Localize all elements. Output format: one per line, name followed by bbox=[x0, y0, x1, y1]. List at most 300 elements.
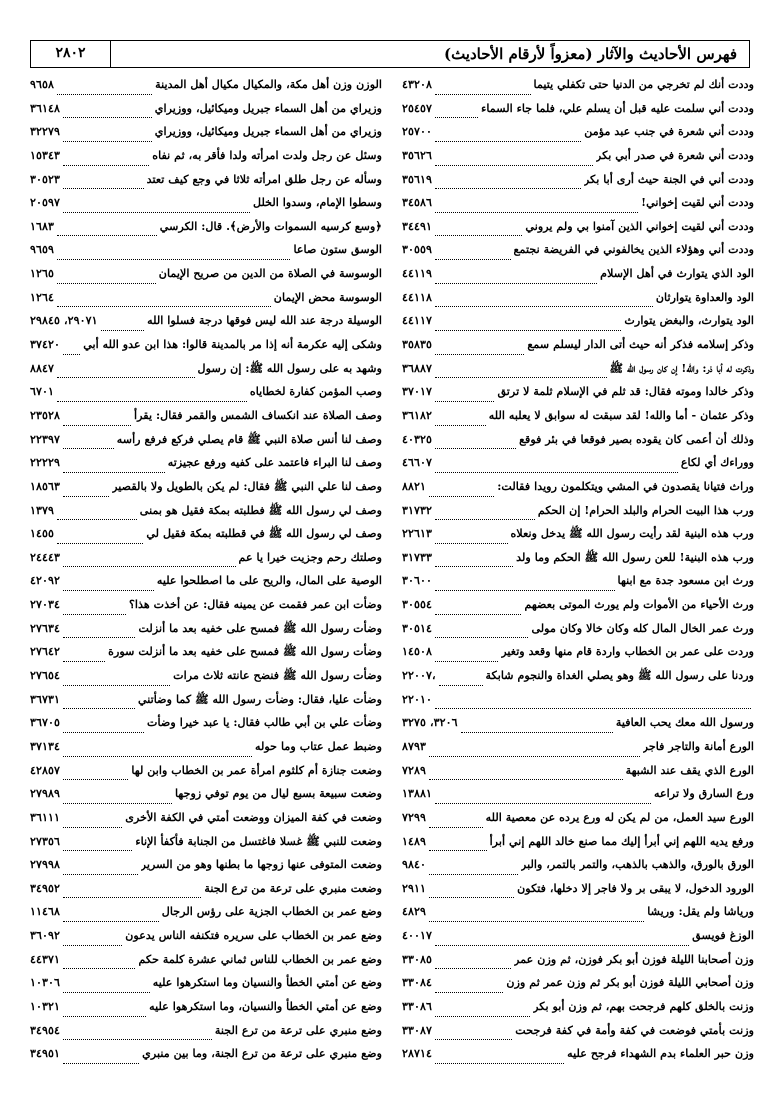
index-column-right bbox=[402, 76, 754, 1069]
dot-leader bbox=[435, 93, 531, 95]
index-entry bbox=[402, 903, 754, 927]
dot-leader bbox=[63, 116, 152, 118]
entry-text: وددت أنك لم تخرجي من الدنيا حتى تكفلي يتيما bbox=[533, 77, 754, 91]
dot-leader bbox=[63, 424, 131, 426]
dot-leader bbox=[63, 1038, 212, 1040]
entry-text: وذكر عثمان - أما والله! لقد سبقت له سوابق لا يعلبه الله bbox=[488, 407, 754, 422]
dot-leader bbox=[63, 495, 109, 497]
index-entry bbox=[402, 312, 754, 336]
entry-ref-number: ٣٦٧٠٥ bbox=[30, 715, 61, 730]
entry-text: ورب هذه البنية! للعن رسول الله ﷺ الحكم وما ولد bbox=[516, 549, 754, 564]
dot-leader bbox=[63, 164, 149, 166]
entry-text: وزنت بأمتي فوضعت في كفة وأمة في كفة فرجحت bbox=[515, 1022, 754, 1037]
dot-leader bbox=[435, 1062, 564, 1064]
dot-leader bbox=[57, 234, 157, 236]
entry-text: وصف لنا البراء فاعتمد على كفيه ورفع عجيزته bbox=[167, 455, 382, 470]
entry-text: وددت أني شعرة في صدر أبي بكر bbox=[595, 147, 754, 162]
dot-leader bbox=[57, 258, 290, 260]
index-entry bbox=[402, 525, 754, 549]
index-entry bbox=[402, 123, 754, 147]
entry-text: وضع عن أمتي الخطأ والنسيان وما استكرهوا عليه bbox=[152, 975, 382, 990]
dot-leader bbox=[63, 991, 150, 993]
entry-text: وردت على عمر بن الخطاب واردة قام منها وقعد وتغير bbox=[501, 644, 754, 659]
index-entry bbox=[30, 714, 382, 738]
page-header bbox=[30, 40, 750, 68]
entry-text: وضع عمر بن الخطاب للناس ثماني عشرة كلمة حكم bbox=[138, 951, 382, 966]
entry-ref-number: ٤٤١١٩ bbox=[402, 266, 433, 281]
index-entry bbox=[30, 856, 382, 880]
index-entry bbox=[402, 927, 754, 951]
entry-text: وضأت علي بن أبي طالب فقال: يا عبد خيرا وضأت bbox=[146, 715, 382, 730]
entry-text: وضع منبري على ترعة من ترع الجنة، وما بين منبري bbox=[142, 1046, 382, 1061]
entry-text: ورع السارق ولا تراعه bbox=[653, 786, 754, 801]
entry-ref-number: ٣٥٨٣٥ bbox=[402, 337, 433, 352]
index-entry bbox=[402, 383, 754, 407]
entry-text: وددت أني شعرة في جنب عبد مؤمن bbox=[584, 124, 754, 139]
dot-leader bbox=[435, 187, 581, 189]
entry-ref-number: ٣٥٦٢٦ bbox=[402, 147, 433, 162]
entry-text: وضبط عمل عتاب وما حوله bbox=[255, 738, 382, 753]
entry-ref-number: ٣٣٠٨٥ bbox=[402, 951, 433, 966]
index-entry bbox=[30, 738, 382, 762]
dot-leader bbox=[63, 211, 250, 213]
dot-leader bbox=[429, 826, 483, 828]
entry-text: وضعت منبري على ترعة من ترع الجنة bbox=[204, 880, 382, 895]
dot-leader bbox=[57, 93, 152, 95]
entry-ref-number: ٢٣٥٢٨ bbox=[30, 407, 61, 422]
entry-text: الوسوسة محض الإيمان bbox=[273, 289, 382, 304]
entry-ref-number: ٢٢٠٠٧، bbox=[402, 668, 436, 683]
entry-ref-number: ١٨٥٦٣ bbox=[30, 478, 61, 493]
entry-ref-number: ١٢٦٤ bbox=[30, 289, 55, 304]
entry-ref-number: ٣٤٩٥١ bbox=[30, 1046, 61, 1061]
entry-ref-number: ٣٤٩٥٤ bbox=[30, 1022, 61, 1037]
entry-ref-number: ٣٠٥٥٩ bbox=[402, 242, 433, 257]
dot-leader bbox=[63, 140, 152, 142]
entry-ref-number: ١٢٦٥ bbox=[30, 266, 55, 281]
entry-text: الوزغ فويسق bbox=[692, 928, 754, 943]
entry-text: الوصية على المال، والريح على ما اصطلحوا عليه bbox=[156, 573, 382, 588]
entry-text: وراث فتيانا يقصدون في المشي ويتكلمون رويدا فقالت: bbox=[497, 478, 754, 493]
dot-leader bbox=[57, 542, 143, 544]
index-entry bbox=[30, 951, 382, 975]
entry-text: ورب هذا البيت الحرام والبلد الحرام! إن الحكم bbox=[537, 502, 754, 517]
entry-text: وددت أني سلمت عليه قبل أن يسلم علي، فلما جاء السماء bbox=[481, 100, 754, 115]
entry-ref-number: ٢٥٧٠٠ bbox=[402, 124, 433, 139]
entry-ref-number: ١٠٣٢١ bbox=[30, 998, 61, 1013]
entry-text: الود يتوارث، والبغض يتوارث bbox=[624, 313, 754, 328]
entry-text: الورع أمانة والتاجر فاجر bbox=[642, 738, 754, 753]
entry-text: وذلك أن أعمى كان يقوده بصير فوقعا في بئر فوقع bbox=[519, 431, 754, 446]
index-entry bbox=[30, 336, 382, 360]
entry-ref-number: ٤٠٠١٧ bbox=[402, 928, 433, 943]
index-entry bbox=[402, 856, 754, 880]
entry-ref-number: ٢٨٧١٤ bbox=[402, 1046, 433, 1061]
index-entry bbox=[30, 903, 382, 927]
entry-ref-number: ٢٧٠٣٤ bbox=[30, 597, 61, 612]
index-entry bbox=[30, 572, 382, 596]
dot-leader bbox=[435, 613, 521, 615]
entry-text: وصب المؤمن كفارة لخطاياه bbox=[249, 384, 382, 399]
dot-leader bbox=[63, 849, 132, 851]
dot-leader bbox=[63, 447, 114, 449]
index-entry bbox=[30, 809, 382, 833]
index-entry bbox=[402, 502, 754, 526]
dot-leader bbox=[57, 518, 137, 520]
index-entry bbox=[402, 549, 754, 573]
entry-ref-number: ٣١٧٣٣ bbox=[402, 549, 433, 564]
index-entry bbox=[402, 454, 754, 478]
entry-ref-number: ٣٦٠٩٢ bbox=[30, 928, 61, 943]
entry-text: وضع عن أمتي الخطأ والنسيان، وما استكرهوا عليه bbox=[149, 998, 382, 1013]
index-entry bbox=[402, 762, 754, 786]
index-entry bbox=[402, 596, 754, 620]
entry-ref-number: ٣٦٧٣١ bbox=[30, 691, 61, 706]
entry-ref-number: ٢٤٤٤٣ bbox=[30, 549, 61, 564]
entry-ref-number: ٧٢٩٩ bbox=[402, 809, 427, 824]
entry-ref-number: ٣٦١٤٨ bbox=[30, 100, 61, 115]
entry-ref-number: ٩٦٥٨ bbox=[30, 77, 55, 91]
index-entry bbox=[30, 1045, 382, 1069]
dot-leader bbox=[63, 471, 165, 473]
dot-leader bbox=[63, 920, 159, 922]
index-entry bbox=[402, 100, 754, 124]
entry-ref-number: ٨٨٢١ bbox=[402, 478, 427, 493]
entry-text: وردنا على رسول الله ﷺ وهو يصلي الغداة والنجوم شابكة bbox=[485, 668, 754, 683]
entry-ref-number: ٤٠٣٢٥ bbox=[402, 431, 433, 446]
entry-text: وشكى إليه عكرمة أنه إذا مر بالمدينة قالوا: هذا ابن عدو الله أبي bbox=[83, 337, 382, 352]
entry-text: وضأت عليا، فقال: وضأت رسول الله ﷺ كما وضأتني bbox=[137, 691, 382, 706]
entry-ref-number: ٢٧٩٨٩ bbox=[30, 786, 61, 801]
dot-leader bbox=[63, 187, 144, 189]
dot-leader bbox=[435, 944, 689, 946]
entry-text: الود والعداوة يتوارثان bbox=[655, 289, 754, 304]
entry-text: الورود الدخول، لا يبقى بر ولا فاجر إلا دخلها، فتكون bbox=[517, 880, 754, 895]
dot-leader bbox=[435, 518, 535, 520]
dot-leader bbox=[435, 802, 651, 804]
dot-leader bbox=[429, 755, 640, 757]
index-entry bbox=[30, 312, 382, 336]
index-entry bbox=[402, 667, 754, 691]
entry-ref-number: ٣١٧٣٢ bbox=[402, 502, 433, 517]
index-entry bbox=[402, 572, 754, 596]
entry-text: ورث ابن مسعود جدة مع ابنها bbox=[617, 573, 754, 588]
index-entry bbox=[402, 643, 754, 667]
index-entry bbox=[402, 218, 754, 242]
entry-ref-number: ٣٧٤٢٠ bbox=[30, 337, 61, 352]
entry-ref-number: ١٤٥٥ bbox=[30, 526, 55, 541]
dot-leader bbox=[435, 967, 511, 969]
index-entry bbox=[30, 171, 382, 195]
entry-ref-number: ٢٩٠٧١، ٢٩٨٤٥ bbox=[30, 313, 98, 328]
entry-text: وزن أصحابنا الليلة فوزن أبو بكر فوزن، ثم وزن عمر bbox=[514, 951, 754, 966]
index-entry bbox=[30, 549, 382, 573]
dot-leader bbox=[57, 282, 156, 284]
page-number: ٢٨٠٢ bbox=[31, 41, 111, 67]
dot-leader bbox=[63, 1015, 146, 1017]
index-entry bbox=[30, 1022, 382, 1046]
entry-ref-number: ١٠٣٠٦ bbox=[30, 975, 61, 990]
dot-leader bbox=[429, 920, 644, 922]
entry-text: وددت أني لقيت إخواني! bbox=[641, 195, 754, 210]
dot-leader bbox=[63, 802, 172, 804]
index-entry bbox=[30, 478, 382, 502]
entry-ref-number: ٢٧٦٣٤ bbox=[30, 620, 61, 635]
entry-text: وشهد به على رسول الله ﷺ: إن رسول bbox=[197, 360, 382, 375]
dot-leader bbox=[435, 447, 516, 449]
entry-ref-number: ٢٧٦٥٤ bbox=[30, 668, 61, 683]
entry-ref-number: ٣٠٥١٤ bbox=[402, 620, 433, 635]
dot-leader bbox=[435, 1015, 530, 1017]
index-entry bbox=[402, 714, 754, 738]
dot-leader bbox=[101, 329, 145, 331]
entry-text: وضع عمر بن الخطاب الجزية على رؤس الرجال bbox=[161, 904, 382, 919]
dot-leader bbox=[435, 565, 513, 567]
index-entry bbox=[30, 596, 382, 620]
entry-ref-number: ٨٨٤٧ bbox=[30, 360, 55, 375]
dot-leader bbox=[63, 1062, 139, 1064]
entry-ref-number: ٤٣٢٠٨ bbox=[402, 77, 433, 91]
entry-text: وددت أني لقيت إخواني الذين آمنوا بي ولم يروني bbox=[525, 218, 754, 233]
dot-leader bbox=[63, 731, 144, 733]
index-entry bbox=[30, 100, 382, 124]
index-entry bbox=[30, 265, 382, 289]
index-entry bbox=[402, 265, 754, 289]
dot-leader bbox=[63, 967, 135, 969]
dot-leader bbox=[435, 353, 524, 355]
entry-text: وصف لنا علي النبي ﷺ فقال: لم يكن بالطويل ولا بالقصير bbox=[112, 478, 382, 493]
dot-leader bbox=[63, 944, 122, 946]
index-entry bbox=[30, 880, 382, 904]
index-entry bbox=[30, 147, 382, 171]
entry-text: ورب هذه البنية لقد رأيت رسول الله ﷺ يدخل ونعلاه bbox=[510, 526, 754, 541]
index-entry bbox=[30, 76, 382, 100]
entry-text: الوسوسة في الصلاة من الدين من صريح الإيمان bbox=[158, 266, 382, 281]
entry-ref-number: ٣٠٦٠٠ bbox=[402, 573, 433, 588]
dot-leader bbox=[439, 684, 483, 686]
entry-ref-number: ٢٥٤٥٧ bbox=[402, 100, 433, 115]
entry-text: وذكر إسلامه فذكر أنه حيث أتى الدار ليسلم سمع bbox=[527, 337, 754, 352]
entry-text: الورع سيد العمل، من لم يكن له ورع يرده عن معصية الله bbox=[485, 809, 754, 824]
index-entry bbox=[30, 360, 382, 384]
entry-text: وضعت للنبي ﷺ غسلا فاغتسل من الجنابة فأكفأ الإناء bbox=[135, 833, 382, 848]
entry-ref-number: ٣٣٠٨٧ bbox=[402, 1022, 433, 1037]
index-entry bbox=[402, 785, 754, 809]
index-entry bbox=[30, 998, 382, 1022]
index-entry bbox=[402, 738, 754, 762]
index-entry bbox=[30, 833, 382, 857]
dot-leader bbox=[63, 896, 201, 898]
dot-leader bbox=[63, 873, 138, 875]
entry-ref-number: ٣٥٦١٩ bbox=[402, 171, 433, 186]
entry-text: الوزن وزن أهل مكة، والمكيال مكيال أهل المدينة bbox=[155, 77, 382, 91]
entry-ref-number: ٢٢٦١٣ bbox=[402, 526, 433, 541]
entry-ref-number: ٣٦٨٨٧ bbox=[402, 360, 433, 375]
index-entry bbox=[30, 927, 382, 951]
entry-ref-number: ٣٧٠١٧ bbox=[402, 384, 433, 399]
entry-ref-number: ٤٢٨٥٧ bbox=[30, 762, 61, 777]
index-entry bbox=[402, 407, 754, 431]
dot-leader bbox=[435, 424, 486, 426]
index-entry bbox=[402, 691, 754, 715]
entry-text: وزنت بالخلق كلهم فرجحت بهم، ثم وزن أبو بكر bbox=[533, 998, 754, 1013]
entry-text: ورث عمر الخال المال كله وكان خالا وكان مولى bbox=[531, 620, 754, 635]
entry-ref-number: ٣٠٥٥٤ bbox=[402, 597, 433, 612]
entry-ref-number: ٣٣٠٨٦ bbox=[402, 998, 433, 1013]
dot-leader bbox=[63, 778, 128, 780]
entry-text: وضأت رسول الله ﷺ فنضح عانته ثلاث مرات bbox=[173, 668, 382, 683]
entry-ref-number: ٧٢٨٩ bbox=[402, 762, 427, 777]
entry-text: الورق بالورق، والذهب بالذهب، والتمر بالتمر، والبر bbox=[520, 857, 754, 872]
dot-leader bbox=[435, 991, 503, 993]
entry-text: وزن أصحابي الليلة فوزن أبو بكر ثم وزن عمر ثم وزن bbox=[506, 975, 754, 990]
entry-text: وصف لنا أنس صلاة النبي ﷺ قام يصلي فركع فرفع رأسه bbox=[116, 431, 382, 446]
entry-text: وضأت ابن عمر فقمت عن يمينه فقال: عن أخذت هذا؟ bbox=[128, 597, 382, 612]
entry-ref-number: ١٥٣٤٣ bbox=[30, 147, 61, 162]
entry-text: وزيراي من أهل السماء جبريل وميكائيل، ووزيراي bbox=[154, 100, 382, 115]
entry-ref-number: ١٣٨٨١ bbox=[402, 786, 433, 801]
entry-ref-number: ٤٤١١٨ bbox=[402, 289, 433, 304]
entry-text: وضع عمر بن الخطاب على سريره فتكنفه الناس يدعون bbox=[125, 928, 382, 943]
dot-leader bbox=[435, 707, 751, 709]
entry-text: وضعت في كفة الميزان ووضعت أمتي في الكفة الأخرى bbox=[125, 809, 382, 824]
index-entry bbox=[30, 218, 382, 242]
entry-text: وضعت سبيعة بسبع ليال من يوم توفي زوجها bbox=[175, 786, 382, 801]
entry-text: ورياشا ولم يقل: وريشا bbox=[647, 904, 754, 919]
entry-ref-number: ١٦٨٣ bbox=[30, 218, 55, 233]
index-entry bbox=[402, 76, 754, 100]
entry-ref-number: ١١٤٦٨ bbox=[30, 904, 61, 919]
entry-text: وزن حبر العلماء بدم الشهداء فرجح عليه bbox=[567, 1046, 754, 1061]
dot-leader bbox=[461, 731, 613, 733]
index-entry bbox=[402, 171, 754, 195]
entry-ref-number: ٣٤٥٨٦ bbox=[402, 195, 433, 210]
entry-ref-number: ٩٦٥٩ bbox=[30, 242, 55, 257]
entry-text: وصف الصلاة عند انكساف الشمس والقمر فقال: يقرأ bbox=[134, 407, 382, 422]
entry-text: ووراءك أي لكاع bbox=[680, 455, 754, 470]
index-entry bbox=[402, 1045, 754, 1069]
entry-text: وضع منبري على ترعة من ترع الجنة bbox=[214, 1022, 382, 1037]
entry-text: الورع الذي يقف عند الشبهة bbox=[625, 762, 754, 777]
entry-ref-number: ٣٦١٨٢ bbox=[402, 407, 433, 422]
entry-ref-number: ٤٤١١٧ bbox=[402, 313, 433, 328]
entry-text: وضأت رسول الله ﷺ فمسح على خفيه بعد ما أنزلت سورة bbox=[108, 644, 382, 659]
index-entry bbox=[402, 998, 754, 1022]
entry-text: الود الذي يتوارث في أهل الإسلام bbox=[600, 266, 754, 281]
entry-text: ورسول الله معك يحب العافية bbox=[615, 715, 754, 730]
dot-leader bbox=[435, 542, 507, 544]
index-entry bbox=[402, 620, 754, 644]
index-entry bbox=[30, 785, 382, 809]
index-entry bbox=[402, 478, 754, 502]
dot-leader bbox=[63, 660, 105, 662]
index-entry bbox=[30, 762, 382, 786]
index-entry bbox=[402, 809, 754, 833]
index-entry bbox=[402, 194, 754, 218]
entry-ref-number: ٤٤٣٧١ bbox=[30, 951, 61, 966]
entry-text: وصف لي رسول الله ﷺ في قطلبته بمكة فقيل لي bbox=[146, 526, 382, 541]
index-entry bbox=[30, 525, 382, 549]
index-entry bbox=[402, 147, 754, 171]
entry-text: وددت أني وهؤلاء الذين يخالفوني في الفريضة نجتمع bbox=[513, 242, 754, 257]
entry-ref-number: ٣٠٥٢٣ bbox=[30, 171, 61, 186]
entry-text: الوسق ستون صاعا bbox=[293, 242, 382, 257]
dot-leader bbox=[63, 826, 122, 828]
entry-ref-number: ٢٠٥٩٧ bbox=[30, 195, 61, 210]
dot-leader bbox=[57, 305, 271, 307]
dot-leader bbox=[435, 116, 478, 118]
entry-ref-number: ٢٩١١ bbox=[402, 880, 427, 895]
entry-ref-number: ٢٢٢٢٩ bbox=[30, 455, 61, 470]
entry-ref-number: ٣٤٤٩١ bbox=[402, 218, 433, 233]
index-entry bbox=[30, 620, 382, 644]
dot-leader bbox=[435, 329, 621, 331]
dot-leader bbox=[435, 589, 615, 591]
entry-text: وذكر خالدا وموته فقال: قد ثلم في الإسلام ثلمة لا ترتق bbox=[497, 384, 754, 399]
entry-ref-number: ٨٧٩٣ bbox=[402, 738, 427, 753]
entry-ref-number: ١٣٧٩ bbox=[30, 502, 55, 517]
dot-leader bbox=[429, 778, 623, 780]
entry-text: وضأت رسول الله ﷺ فمسح على خفيه بعد ما أنزلت bbox=[138, 620, 382, 635]
entry-text: وسأله عن رجل طلق امرأته ثلاثا في وجع كيف تعتد bbox=[146, 171, 382, 186]
index-entry bbox=[402, 974, 754, 998]
entry-ref-number: ٣٦١١١ bbox=[30, 809, 61, 824]
dot-leader bbox=[63, 684, 170, 686]
index-entry bbox=[30, 407, 382, 431]
entry-ref-number: ٢٧٣٥٦ bbox=[30, 833, 61, 848]
index-column-left bbox=[30, 76, 382, 1069]
dot-leader bbox=[435, 234, 522, 236]
index-entry bbox=[30, 974, 382, 998]
entry-ref-number: ٤٢٠٩٢ bbox=[30, 573, 61, 588]
index-entry bbox=[30, 454, 382, 478]
index-entry bbox=[402, 289, 754, 313]
index-entry bbox=[30, 667, 382, 691]
index-entry bbox=[402, 951, 754, 975]
dot-leader bbox=[63, 707, 135, 709]
entry-ref-number: ٣٢٠٦، ٣٢٧٥ bbox=[402, 715, 458, 730]
index-entry bbox=[402, 241, 754, 265]
page-title: فهرس الأحاديث والآثار (معزواً لأرقام الأحاديث) bbox=[443, 45, 737, 63]
entry-text: ﴿وسع كرسيه السموات والأرض﴾. قال: الكرسي bbox=[159, 218, 382, 233]
index-entry bbox=[402, 336, 754, 360]
index-entry bbox=[402, 360, 754, 384]
dot-leader bbox=[63, 613, 126, 615]
dot-leader bbox=[435, 258, 511, 260]
entry-ref-number: ٣٤٩٥٢ bbox=[30, 880, 61, 895]
dot-leader bbox=[435, 305, 653, 307]
dot-leader bbox=[429, 495, 494, 497]
dot-leader bbox=[63, 565, 235, 567]
index-entry bbox=[402, 1022, 754, 1046]
entry-ref-number: ٢٧٦٤٢ bbox=[30, 644, 61, 659]
index-entry bbox=[30, 431, 382, 455]
entry-ref-number: ٤٨٢٩ bbox=[402, 904, 427, 919]
entry-text: وذكرت له أبا ذر: والله! إن كان رسول الله ﷺ bbox=[609, 360, 754, 375]
entry-text: وددت أني في الجنة حيث أرى أبا بكر bbox=[583, 171, 754, 186]
entry-ref-number: ١٤٨٩ bbox=[402, 833, 427, 848]
entry-ref-number: ٦٧٠١ bbox=[30, 384, 55, 399]
dot-leader bbox=[435, 282, 597, 284]
entry-text: وزيراي من أهل السماء جبريل وميكائيل، ووزيراي bbox=[154, 124, 382, 139]
entry-text: ورث الأحياء من الأموات ولم يورث الموتى بعضهم bbox=[524, 597, 754, 612]
dot-leader bbox=[57, 400, 247, 402]
index-entry bbox=[30, 194, 382, 218]
dot-leader bbox=[429, 873, 518, 875]
dot-leader bbox=[435, 376, 606, 378]
index-entry bbox=[402, 880, 754, 904]
index-entry bbox=[402, 833, 754, 857]
